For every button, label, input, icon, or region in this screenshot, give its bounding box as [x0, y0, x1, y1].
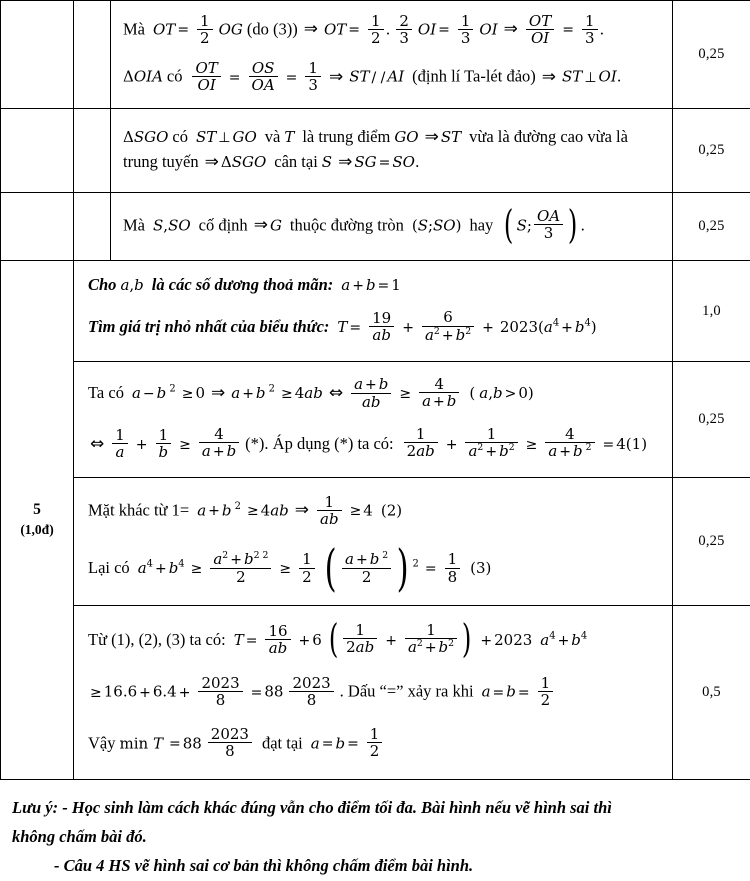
footer-note-line-3: - Câu 4 HS vẽ hình sai cơ bản thì không chấm điểm bài hình. — [12, 852, 736, 881]
math-line-step1a: Ta có a − b $^2$ ≥ 0 ⇒ a + b $^2$ ≥ 4ab ⇔ $\frac{a + b}{ab}$ ≥ $\frac{4}{a + b}$ ( a,b > 0) — [88, 377, 664, 411]
question-number-cell — [1, 261, 74, 780]
question-points: (1,0đ) — [1, 521, 73, 539]
score-cell: 0,25 — [673, 1, 750, 109]
math-line-step3a: Từ (1), (2), (3) ta có: T = $\frac{16}{ab}$ + 6 ( $\frac{1}{2ab}$ + $\frac{1}{a^2 + b^2}$ ) + 2023 $a^4 + b^4$ — [88, 624, 664, 658]
math-line-step2b: Lại có $a^4 + b^4$ ≥ $\frac{a^2 + b^2 ^2}{2}$ ≥ $\frac{1}{2}$ ( $\frac{a + b ^2}{2}$ ) $^2$ = $\frac{1}{8}$ (3) — [88, 552, 664, 586]
question-number-cell-continued — [1, 108, 74, 192]
math-line-ot-og: Mà OT = $\frac{1}{2}$ OG (do (3)) ⇒ OT = $\frac{1}{2}$ . $\frac{2}{3}$ OI = $\frac{1}{3}$ OI ⇒ $\frac{OT}{OI}$ = $\frac{1}{3}$ . — [123, 14, 664, 47]
table-row — [1, 1, 750, 109]
question-number-cell-continued — [1, 1, 74, 109]
math-line-oia: ΔOIA có $\frac{OT}{OI}$ = $\frac{OS}{OA}$ = $\frac{1}{3}$ ⇒ ST / / AI (định lí Ta-lét đảo) ⇒ ST ⊥ OI. — [123, 61, 664, 94]
solution-cell-step-2 — [74, 478, 673, 606]
score-cell: 0,5 — [673, 605, 750, 779]
score-cell: 0,25 — [673, 478, 750, 606]
math-line-sgo: ΔSGO có ST ⊥ GO và T là trung điểm GO ⇒ ST vừa là đường cao vừa là trung tuyến ⇒ ΔSGO cân tại S ⇒ SG = SO. — [123, 125, 664, 176]
footer-notes — [0, 780, 750, 881]
score-cell: 1,0 — [673, 261, 750, 362]
table-row — [1, 261, 750, 362]
solution-cell-fixed-circle — [111, 192, 673, 260]
question-number-cell-continued — [1, 192, 74, 260]
math-line-objective: Tìm giá trị nhỏ nhất của biểu thức: T = $\frac{19}{ab}$ + $\frac{6}{a^2 + b^2}$ + $2023(a^4 + b^4)$ — [88, 311, 664, 345]
math-line-step3b: ≥ 16.6 + 6.4 + $\frac{2023}{8}$ = 88 $\frac{2023}{8}$ . Dấu “=” xảy ra khi a = b = $\frac{1}{2}$ — [88, 676, 664, 709]
score-cell: 0,25 — [673, 192, 750, 260]
table-row — [1, 192, 750, 260]
footer-note-line-2: không chấm bài đó. — [12, 823, 736, 852]
score-cell: 0,25 — [673, 362, 750, 478]
math-line-step3c: Vậy min T = 88 $\frac{2023}{8}$ đạt tại a = b = $\frac{1}{2}$ — [88, 728, 664, 761]
footer-note-line-1 — [12, 794, 736, 823]
footer-note-text-1: - Học sinh làm cách khác đúng vẫn cho điểm tối đa. Bài hình nếu vẽ hình sai thì — [62, 798, 612, 817]
sub-part-cell-continued — [74, 108, 111, 192]
solution-cell-problem-statement — [74, 261, 673, 362]
math-line-step1b: ⇔ $\frac{1}{a}$ + $\frac{1}{b}$ ≥ $\frac{4}{a + b}$ (*). Áp dụng (*) ta có: $\frac{1}{2ab}$ + $\frac{1}{a^2 + b^2}$ ≥ $\frac{4}{a + b ^2}$ = 4(1) — [88, 428, 664, 462]
sub-part-cell-continued — [74, 1, 111, 109]
question-number: 5 — [1, 500, 73, 521]
score-cell: 0,25 — [673, 108, 750, 192]
solution-cell-step-1 — [74, 362, 673, 478]
sub-part-cell-continued — [74, 192, 111, 260]
table-row — [1, 605, 750, 779]
math-line-given: Cho a,b là các số dương thoả mãn: a + b = 1 — [88, 276, 664, 295]
solution-cell-step-3 — [74, 605, 673, 779]
table-row — [1, 108, 750, 192]
math-line-step2a: Mặt khác từ 1= a + b $^2$ ≥ 4ab ⇒ $\frac{1}{ab}$ ≥ 4 (2) — [88, 495, 664, 528]
table-row — [1, 478, 750, 606]
table-row — [1, 362, 750, 478]
solution-cell-sgo — [111, 108, 673, 192]
solution-cell-ot-og — [111, 1, 673, 109]
footer-note-label: Lưu ý: — [12, 798, 58, 817]
math-line-fixed-circle: Mà S,SO cố định ⇒ G thuộc đường tròn (S;SO) hay ( S; $\frac{OA}{3}$ ) . — [123, 210, 664, 243]
